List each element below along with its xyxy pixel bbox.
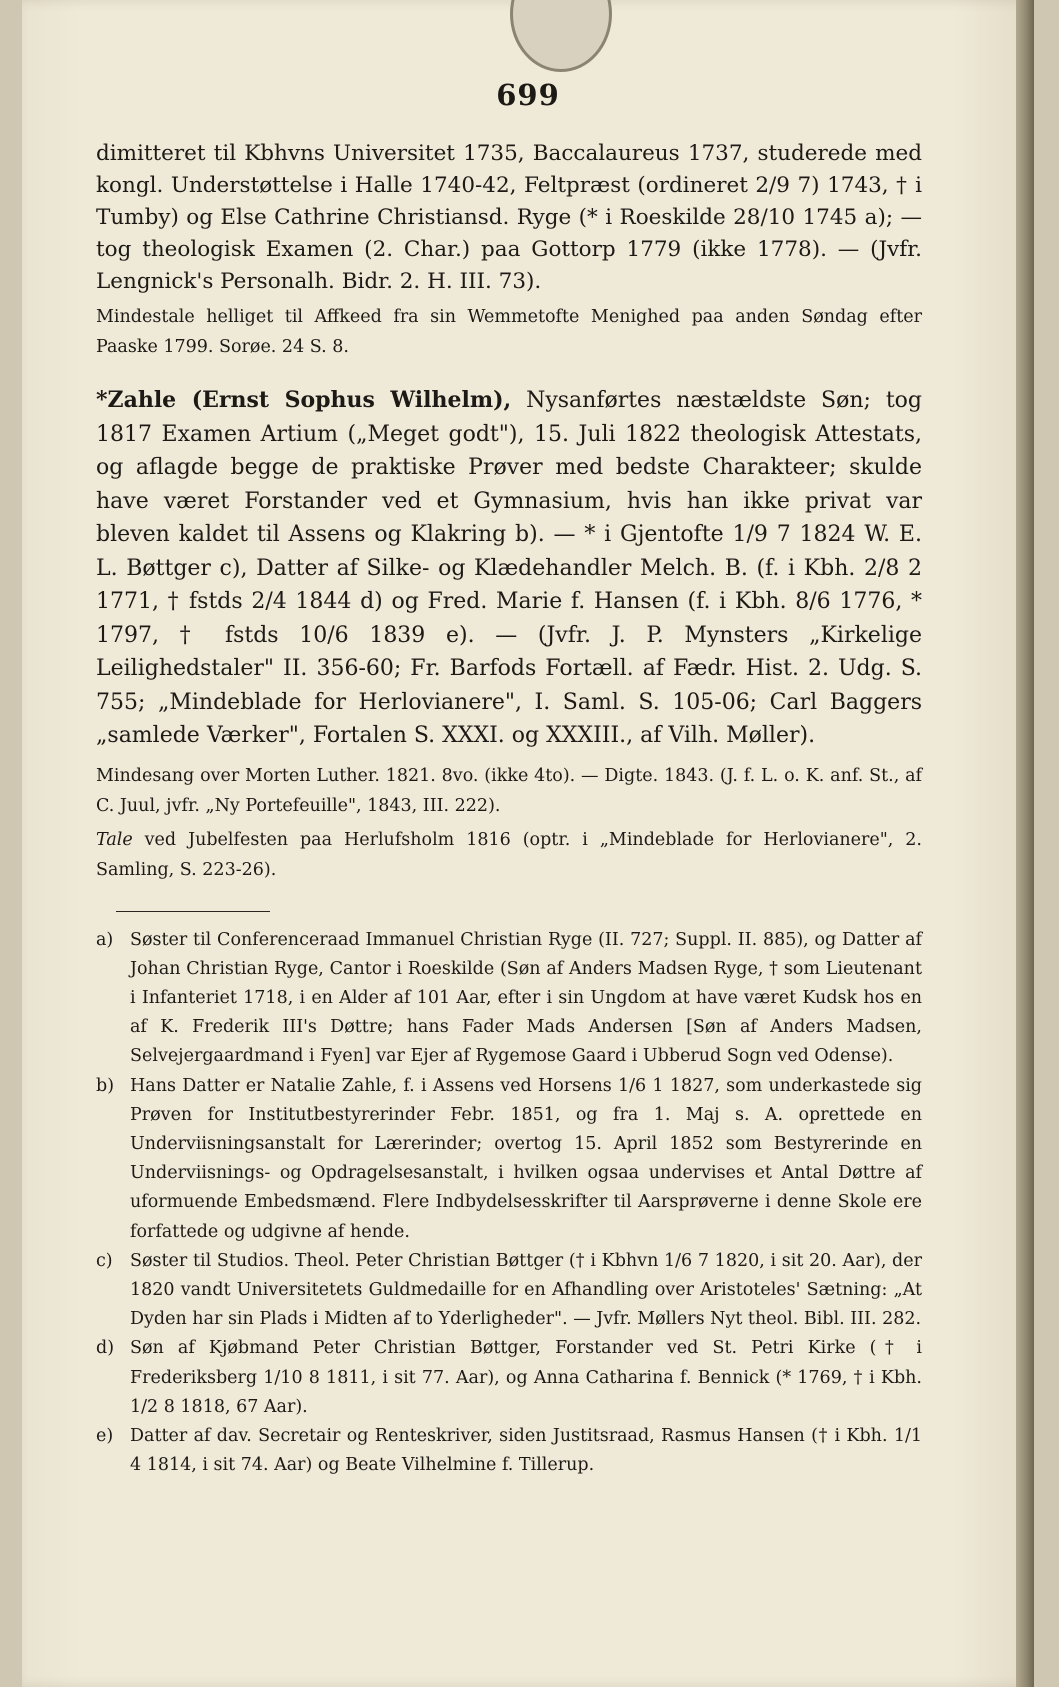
footnote-divider [116, 911, 270, 912]
footnote-label: d) [96, 1338, 115, 1359]
footnote-text: Søster til Studios. Theol. Peter Christian Bøttger († i Kbhvn 1/6 7 1820, i sit 20. Aar), der 1820 vandt Universitetets Guldmedaille for en Afhandling over Aristoteles' Sætning: „At Dyden har sin Plads i Midten af to Yderligheder". — Jvfr. Møllers Nyt theol. Bibl. III. 282. [130, 1250, 922, 1330]
binding-ring [510, 0, 612, 72]
book-binding [1016, 0, 1034, 1687]
footnote-text: Hans Datter er Natalie Zahle, f. i Assens ved Horsens 1/6 1 1827, som underkastede sig Prøven for Institutbestyrerinder Febr. 1851, og fra 1. Maj s. A. oprettede en Underviisningsanstalt for Lærerinder; overtog 15. April 1852 som Bestyrerinde en Underviisnings- og Opdragelsesanstalt, i hvilken ogsaa undervises et Antal Døttre af uformuende Embedsmænd. Flere Indbydelsesskrifter til Aarsprøverne i denne Skole ere forfattede og udgivne af hende. [130, 1075, 922, 1242]
entry-body: Nysanførtes næstældste Søn; tog 1817 Examen Artium („Meget godt"), 15. Juli 1822 theologisk Attestats, og aflagde begge de praktiske Prøver med bedste Charakteer; skulde have været Forstander ved et Gymnasium, hvis han ikke privat var bleven kaldet til Assens og Klakring b). — * i Gjentofte 1/9 7 1824 W. E. L. Bøttger c), Datter af Silke- og Klædehandler Melch. B. (f. i Kbh. 2/8 2 1771, † fstds 2/4 1844 d) og Fred. Marie f. Hansen (f. i Kbh. 8/6 1776, * 1797, † fstds 10/6 1839 e). — (Jvfr. J. P. Mynsters „Kirkelige Leilighedstaler" II. 356-60; Fr. Barfods Fortæll. af Fædr. Hist. 2. Udg. S. 755; „Mindeblade for Herlovianere", I. Saml. S. 105-06; Carl Baggers „samlede Værker", Fortalen S. XXXI. og XXXIII., af Vilh. Møller). [96, 388, 923, 748]
footnote-label: c) [96, 1250, 113, 1271]
entry-header: *Zahle (Ernst Sophus Wilhelm), [96, 387, 512, 413]
tale-rest: ved Jubelfesten paa Herlufsholm 1816 (optr. i „Mindeblade for Herlovianere", 2. Samling, S. 223-26). [96, 829, 922, 880]
page-content [96, 138, 922, 1480]
entry-zahle [96, 384, 922, 753]
footnote-text: Søn af Kjøbmand Peter Christian Bøttger, Forstander ved St. Petri Kirke († i Frederiksberg 1/10 8 1811, i sit 77. Aar), og Anna Catharina f. Bennick (* 1769, † i Kbh. 1/2 8 1818, 67 Aar). [130, 1338, 922, 1417]
tale-title: Tale [96, 829, 133, 850]
footnote-text: Datter af dav. Secretair og Renteskriver, siden Justitsraad, Rasmus Hansen († i Kbh. 1/1 4 1814, i sit 74. Aar) og Beate Vilhelmine f. Tillerup. [130, 1425, 922, 1476]
footnotes [96, 926, 922, 1481]
page-number: 699 [496, 78, 560, 112]
footnote-c [96, 1247, 922, 1335]
footnote-a [96, 926, 922, 1072]
footnote-label: b) [96, 1075, 115, 1096]
footnote-b [96, 1072, 922, 1247]
paragraph-tale [96, 825, 922, 885]
paragraph-mindestale: Mindestale helliget til Affkeed fra sin Wemmetofte Menighed paa anden Søndag efter Paaske 1799. Sorøe. 24 S. 8. [96, 307, 922, 357]
footnote-label: a) [96, 929, 114, 950]
paragraph-dimitteret: dimitteret til Kbhvns Universitet 1735, Baccalaureus 1737, studerede med kongl. Understøttelse i Halle 1740-42, Feltpræst (ordineret 2/9 7) 1743, † i Tumby) og Else Cathrine Christiansd. Ryge (* i Roeskilde 28/10 1745 a); — tog theologisk Examen (2. Char.) paa Gottorp 1779 (ikke 1778). — (Jvfr. Lengnick's Personalh. Bidr. 2. H. III. 73). [96, 141, 922, 294]
footnote-d [96, 1334, 922, 1422]
footnote-text: Søster til Conferenceraad Immanuel Christian Ryge (II. 727; Suppl. II. 885), og Datter af Johan Christian Ryge, Cantor i Roeskilde (Søn af Anders Madsen Ryge, † som Lieutenant i Infanteriet 1718, i en Alder af 101 Aar, efter i sin Ungdom at have været Kudsk hos en af K. Frederik III's Døttre; hans Fader Mads Andersen [Søn af Anders Madsen, Selvejergaardmand i Fyen] var Ejer af Rygemose Gaard i Ubberud Sogn ved Odense). [130, 929, 922, 1067]
footnote-e [96, 1422, 922, 1480]
paragraph-mindesang: Mindesang over Morten Luther. 1821. 8vo. (ikke 4to). — Digte. 1843. (J. f. L. o. K. anf. St., af C. Juul, jvfr. „Ny Portefeuille", 1843, III. 222). [96, 765, 922, 816]
footnote-label: e) [96, 1425, 114, 1446]
book-page [22, 0, 1034, 1687]
